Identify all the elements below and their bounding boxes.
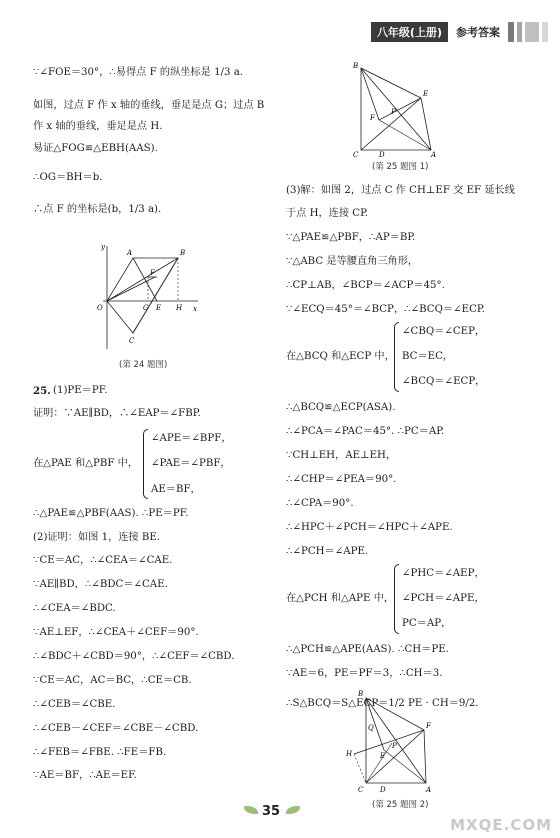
text-line: 在△PAE 和△PBF 中，	[33, 458, 139, 469]
svg-text:P: P	[391, 108, 396, 116]
text-line: ∴∠CHP＝∠PEA＝90°.	[286, 474, 397, 485]
brace-line: ∠PCH＝∠APE，	[402, 593, 485, 604]
brace	[394, 322, 399, 392]
svg-text:A: A	[127, 249, 133, 257]
text-line: 在△PCH 和△APE 中，	[286, 593, 395, 604]
text-line: 易证△FOG≌△EBH(AAS).	[33, 143, 158, 154]
brace-line: PC＝AP，	[402, 618, 452, 629]
grade-badge: 八年级(上册)	[371, 22, 448, 42]
text-line: 如图，过点 F 作 x 轴的垂线，垂足是点 G；过点 B	[33, 100, 265, 111]
svg-text:E: E	[423, 90, 429, 98]
brace	[394, 564, 399, 634]
text-line: ∴∠CEB＝∠CBE.	[33, 699, 116, 710]
text-line: 在△BCQ 和△ECP 中，	[286, 351, 395, 362]
svg-text:C: C	[358, 786, 364, 794]
text-line: ∵AE＝6，PE＝PF＝3，∴CH＝3.	[286, 668, 443, 679]
text-line: ∴△PCH≌△APE(AAS). ∴CH＝PE.	[286, 644, 449, 655]
svg-text:F: F	[426, 722, 431, 730]
text-line: (1)PE＝PF.	[53, 385, 108, 396]
figure-25-2-caption: (第 25 题图 2)	[372, 800, 429, 810]
text-line: ∵∠ECQ＝45°＝∠BCP，∴∠BCQ＝∠ECP.	[286, 304, 485, 315]
leaf-icon	[286, 806, 300, 814]
text-line: ∴OG＝BH＝b.	[33, 172, 103, 183]
text-line: ∴S△BCQ＝S△ECP＝1/2 PE · CH＝9/2.	[286, 698, 479, 709]
svg-text:E: E	[380, 752, 386, 760]
svg-text:O: O	[97, 304, 103, 312]
text-line: ∵CH⊥EH，AE⊥EH，	[286, 450, 397, 461]
svg-text:F: F	[370, 114, 375, 122]
brace-line: ∠BCQ＝∠ECP，	[402, 376, 486, 387]
svg-text:C: C	[129, 337, 135, 345]
svg-text:Q: Q	[368, 724, 374, 732]
text-line: ∴∠FEB＝∠FBE. ∴FE＝FB.	[33, 747, 167, 758]
text-line: ∴∠HPC＋∠PCH＝∠HPC＋∠APE.	[286, 522, 453, 533]
figure-24	[93, 241, 203, 356]
question-number: 25.	[33, 385, 51, 397]
svg-text:B: B	[353, 62, 359, 70]
svg-text:E: E	[156, 304, 162, 312]
text-line: (2)证明：如图 1，连接 BE.	[33, 532, 161, 543]
figure-25-1-caption: (第 25 题图 1)	[372, 162, 429, 172]
svg-text:y: y	[101, 243, 105, 251]
text-line: ∴△BCQ≌△ECP(ASA).	[286, 402, 396, 413]
svg-text:D: D	[379, 151, 385, 159]
svg-text:B: B	[358, 690, 364, 698]
figure-24-caption: (第 24 题图)	[119, 360, 168, 370]
svg-text:C: C	[353, 151, 359, 159]
page-header	[371, 22, 548, 42]
text-line: ∵△PAE≌△PBF，∴AP＝BP.	[286, 232, 416, 243]
svg-text:F: F	[150, 269, 155, 277]
brace	[143, 429, 148, 499]
svg-text:A: A	[431, 151, 437, 159]
brace-line: AE＝BF，	[151, 484, 201, 495]
svg-text:x: x	[193, 305, 197, 313]
text-line: ∵CE＝AC，AC＝BC，∴CE＝CB.	[33, 675, 192, 686]
text-line: ∵AE＝BF，∴AE＝EF.	[33, 770, 137, 781]
figure-25-2	[346, 688, 456, 798]
brace-line: ∠PAE＝∠PBF，	[151, 458, 231, 469]
header-decoration	[508, 22, 548, 42]
text-line: ∴△PAE≌△PBF(AAS). ∴PE＝PF.	[33, 508, 189, 519]
text-line: (3)解：如图 2，过点 C 作 CH⊥EF 交 EF 延长线	[286, 185, 515, 196]
brace-line: ∠PHC＝∠AEP，	[402, 568, 485, 579]
brace-line: BC＝EC，	[402, 351, 454, 362]
text-line: ∵AE⊥EF，∴∠CEA＋∠CEF＝90°.	[33, 627, 199, 638]
svg-text:H: H	[176, 304, 183, 312]
text-line: ∵CE＝AC，∴∠CEA＝∠CAE.	[33, 555, 173, 566]
svg-text:H: H	[346, 750, 353, 758]
watermark: MXQE.COM	[450, 816, 552, 834]
text-line: 作 x 轴的垂线，垂足是点 H.	[33, 121, 163, 132]
page-number: 35	[262, 804, 281, 819]
svg-text:P: P	[392, 742, 397, 750]
text-line: ∴点 F 的坐标是(b，1/3 a).	[33, 204, 162, 215]
brace-line: ∠CBQ＝∠CEP，	[402, 326, 486, 337]
text-line: 证明：∵AE∥BD，∴∠EAP＝∠FBP.	[33, 408, 201, 419]
text-line: ∵△ABC 是等腰直角三角形，	[286, 256, 419, 267]
text-line: ∵∠FOE＝30°，∴易得点 F 的纵坐标是 1/3 a.	[33, 67, 244, 78]
text-line: ∴∠PCA＝∠PAC＝45°. ∴PC＝AP.	[286, 426, 445, 437]
svg-text:G: G	[143, 304, 149, 312]
leaf-icon	[244, 806, 258, 814]
text-line: ∴∠CPA＝90°.	[286, 498, 354, 509]
answers-title: 参考答案	[456, 26, 500, 39]
text-line: ∴∠CEA＝∠BDC.	[33, 603, 116, 614]
svg-text:D: D	[380, 786, 386, 794]
text-line: ∴∠PCH＝∠APE.	[286, 546, 369, 557]
text-line: ∴∠CEB－∠CEF＝∠CBE－∠CBD.	[33, 723, 199, 734]
text-line: ∴CP⊥AB，∠BCP＝∠ACP＝45°.	[286, 280, 445, 291]
text-line: ∴∠BDC＋∠CBD＝90°，∴∠CEF＝∠CBD.	[33, 651, 235, 662]
figure-25-1	[351, 60, 461, 160]
text-line: ∵AE∥BD，∴∠BDC＝∠CAE.	[33, 579, 168, 590]
brace-line: ∠APE＝∠BPF，	[151, 433, 232, 444]
svg-text:A: A	[426, 786, 432, 794]
svg-text:B: B	[180, 249, 186, 257]
text-line: 于点 H，连接 CP.	[286, 208, 369, 219]
